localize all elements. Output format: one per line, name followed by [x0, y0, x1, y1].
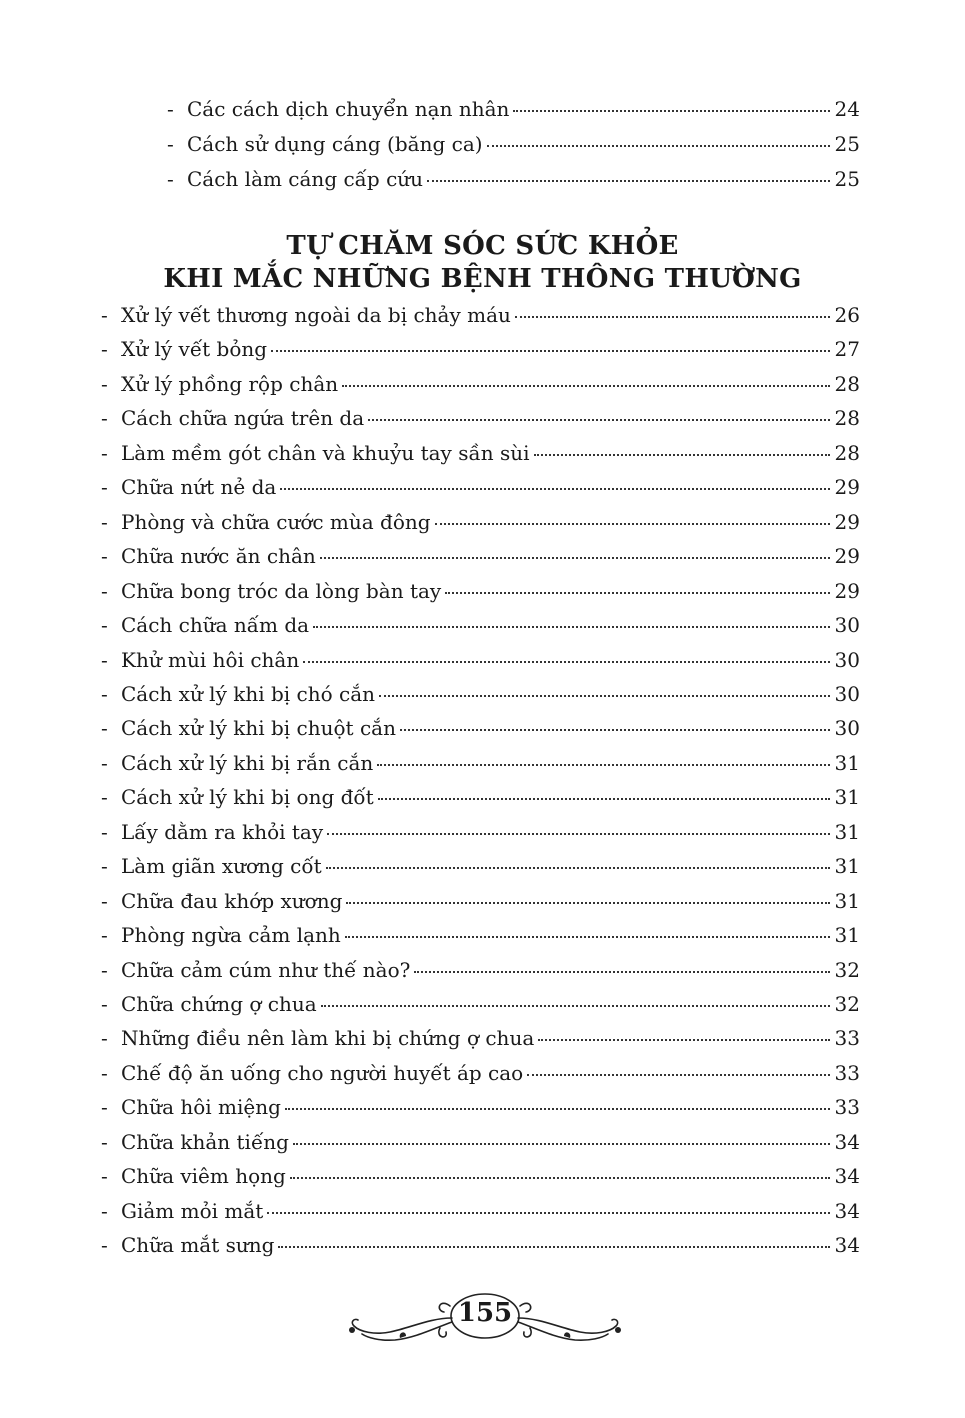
toc-entry[interactable] [101, 543, 860, 569]
entry-dash: - [101, 923, 108, 948]
entry-dash: - [101, 1095, 108, 1120]
entry-page: 33 [834, 1060, 860, 1085]
dot-leader [345, 935, 830, 938]
entry-page: 34 [834, 1129, 860, 1154]
entry-dash: - [101, 681, 108, 706]
entry-dash: - [101, 440, 108, 465]
entry-page: 32 [834, 957, 860, 982]
toc-entry[interactable] [101, 1025, 860, 1051]
entry-page: 30 [834, 647, 860, 672]
dot-leader [534, 453, 830, 456]
dot-leader [321, 1004, 830, 1007]
entry-dash: - [167, 97, 174, 121]
dot-leader [368, 418, 830, 421]
toc-entry[interactable] [101, 784, 860, 810]
entry-label: Giảm mỏi mắt [121, 1198, 264, 1223]
entry-dash: - [101, 475, 108, 500]
toc-entry[interactable] [167, 131, 860, 157]
dot-leader [445, 591, 830, 594]
entry-label: Cách xử lý khi bị chó cắn [121, 681, 376, 706]
entry-label: Chữa nứt nẻ da [121, 475, 277, 500]
toc-entry[interactable] [101, 405, 860, 431]
toc-entry[interactable] [101, 853, 860, 879]
toc-entry[interactable] [101, 612, 860, 638]
toc-entry[interactable] [101, 509, 860, 535]
entry-dash: - [101, 371, 108, 396]
entry-dash: - [101, 1129, 108, 1154]
dot-leader [342, 384, 830, 387]
entry-page: 33 [834, 1095, 860, 1120]
entry-page: 25 [834, 132, 860, 156]
entry-label: Làm mềm gót chân và khuỷu tay sần sùi [121, 440, 530, 465]
entry-dash: - [101, 1060, 108, 1085]
entry-label: Xử lý phồng rộp chân [121, 371, 339, 396]
dot-leader [527, 1073, 830, 1076]
entry-page: 29 [834, 509, 860, 534]
toc-entry[interactable] [101, 1232, 860, 1258]
entry-page: 33 [834, 1026, 860, 1051]
entry-page: 28 [834, 440, 860, 465]
entry-dash: - [101, 647, 108, 672]
entry-label: Chữa chứng ợ chua [121, 992, 317, 1016]
entry-dash: - [101, 509, 108, 534]
toc-entry[interactable] [101, 302, 860, 328]
entry-label: Chữa hôi miệng [121, 1095, 281, 1120]
entry-dash: - [101, 716, 108, 741]
entry-dash: - [167, 167, 174, 191]
dot-leader [313, 625, 830, 628]
entry-label: Cách xử lý khi bị ong đốt [121, 785, 374, 810]
dot-leader [513, 109, 830, 112]
toc-entry[interactable] [101, 888, 860, 914]
entry-page: 28 [834, 371, 860, 396]
section-title-line2: KHI MẮC NHỮNG BỆNH THÔNG THƯỜNG [163, 264, 802, 294]
toc-entry[interactable] [101, 1163, 860, 1189]
entry-dash: - [101, 957, 108, 982]
entry-label: Cách chữa nấm da [121, 613, 310, 638]
entry-dash: - [101, 785, 108, 810]
entry-page: 27 [834, 337, 860, 362]
toc-entry[interactable] [101, 578, 860, 604]
entry-page: 31 [834, 923, 860, 948]
entry-label: Những điều nên làm khi bị chứng ợ chua [121, 1026, 535, 1051]
entry-dash: - [101, 578, 108, 603]
entry-label: Phòng và chữa cước mùa đông [121, 509, 431, 534]
dot-leader [515, 315, 830, 318]
entry-dash: - [101, 1198, 108, 1223]
toc-entry[interactable] [101, 474, 860, 500]
toc-entry[interactable] [101, 371, 860, 397]
dot-leader [293, 1142, 830, 1145]
entry-label: Cách chữa ngứa trên da [121, 406, 365, 431]
entry-dash: - [101, 750, 108, 775]
toc-entry[interactable] [101, 681, 860, 707]
entry-label: Chữa bong tróc da lòng bàn tay [121, 578, 442, 603]
entry-page: 31 [834, 854, 860, 879]
entry-dash: - [101, 544, 108, 569]
entry-page: 30 [834, 716, 860, 741]
entry-page: 34 [834, 1164, 860, 1189]
dot-leader [346, 901, 830, 904]
entry-label: Các cách dịch chuyển nạn nhân [187, 97, 510, 121]
entry-label: Xử lý vết bỏng [121, 337, 268, 362]
entry-dash: - [167, 132, 174, 156]
entry-page: 34 [834, 1233, 860, 1258]
entry-page: 29 [834, 578, 860, 603]
entry-page: 29 [834, 544, 860, 569]
entry-dash: - [101, 613, 108, 638]
dot-leader [326, 866, 830, 869]
entry-dash: - [101, 888, 108, 913]
entry-label: Khử mùi hôi chân [121, 647, 300, 672]
entry-label: Phòng ngừa cảm lạnh [121, 923, 341, 948]
entry-dash: - [101, 1026, 108, 1051]
entry-page: 29 [834, 475, 860, 500]
entry-label: Chữa khản tiếng [121, 1129, 289, 1154]
entry-label: Cách xử lý khi bị rắn cắn [121, 750, 374, 775]
entry-dash: - [101, 303, 108, 327]
entry-page: 25 [834, 167, 860, 191]
toc-entry[interactable] [101, 957, 860, 983]
entry-label: Cách sử dụng cáng (băng ca) [187, 132, 483, 156]
entry-label: Cách xử lý khi bị chuột cắn [121, 716, 396, 741]
toc-entry[interactable] [167, 166, 860, 192]
entry-page: 31 [834, 819, 860, 844]
entry-page: 26 [834, 303, 860, 327]
dot-leader [538, 1038, 830, 1041]
entry-dash: - [101, 406, 108, 431]
entry-dash: - [101, 1233, 108, 1258]
dot-leader [290, 1176, 830, 1179]
entry-dash: - [101, 819, 108, 844]
entry-page: 30 [834, 613, 860, 638]
entry-page: 30 [834, 681, 860, 706]
toc-entry[interactable] [101, 440, 860, 466]
entry-page: 32 [834, 992, 860, 1016]
dot-leader [400, 728, 830, 731]
dot-leader [280, 487, 830, 490]
dot-leader [327, 832, 830, 835]
toc-entry[interactable] [101, 1094, 860, 1120]
page-number: 155 [457, 1298, 513, 1328]
toc-entry[interactable] [101, 715, 860, 741]
entry-page: 34 [834, 1198, 860, 1223]
dot-leader [271, 349, 830, 352]
entry-label: Lấy dằm ra khỏi tay [121, 819, 324, 844]
entry-label: Xử lý vết thương ngoài da bị chảy máu [121, 303, 511, 327]
entry-page: 24 [834, 97, 860, 121]
section-title-line1: TỰ CHĂM SÓC SỨC KHỎE [286, 231, 679, 261]
entry-dash: - [101, 992, 108, 1016]
entry-page: 31 [834, 750, 860, 775]
toc-entry[interactable] [101, 922, 860, 948]
entry-label: Chữa đau khớp xương [121, 888, 343, 913]
entry-dash: - [101, 854, 108, 879]
toc-entry[interactable] [167, 96, 860, 122]
dot-leader [414, 970, 830, 973]
toc-entry[interactable] [101, 647, 860, 673]
dot-leader [435, 522, 830, 525]
dot-leader [377, 763, 830, 766]
dot-leader [427, 179, 830, 182]
entry-page: 31 [834, 785, 860, 810]
toc-entry[interactable] [101, 336, 860, 362]
toc-entry[interactable] [101, 1129, 860, 1155]
dot-leader [378, 797, 830, 800]
toc-entry[interactable] [101, 750, 860, 776]
dot-leader [379, 694, 830, 697]
entry-label: Chữa viêm họng [121, 1164, 286, 1189]
entry-dash: - [101, 337, 108, 362]
toc-entry[interactable] [101, 1060, 860, 1086]
entry-page: 31 [834, 888, 860, 913]
dot-leader [267, 1211, 830, 1214]
entry-dash: - [101, 1164, 108, 1189]
entry-label: Cách làm cáng cấp cứu [187, 167, 424, 191]
dot-leader [303, 660, 830, 663]
dot-leader [487, 144, 830, 147]
dot-leader [320, 556, 830, 559]
entry-label: Làm giãn xương cốt [121, 854, 322, 879]
dot-leader [278, 1245, 830, 1248]
toc-entry[interactable] [101, 1198, 860, 1224]
entry-label: Chữa mắt sưng [121, 1233, 275, 1258]
entry-page: 28 [834, 406, 860, 431]
entry-label: Chế độ ăn uống cho người huyết áp cao [121, 1060, 524, 1085]
entry-label: Chữa nước ăn chân [121, 544, 316, 569]
toc-entry[interactable] [101, 819, 860, 845]
toc-entry[interactable] [101, 991, 860, 1017]
dot-leader [285, 1107, 830, 1110]
entry-label: Chữa cảm cúm như thế nào? [121, 957, 411, 982]
